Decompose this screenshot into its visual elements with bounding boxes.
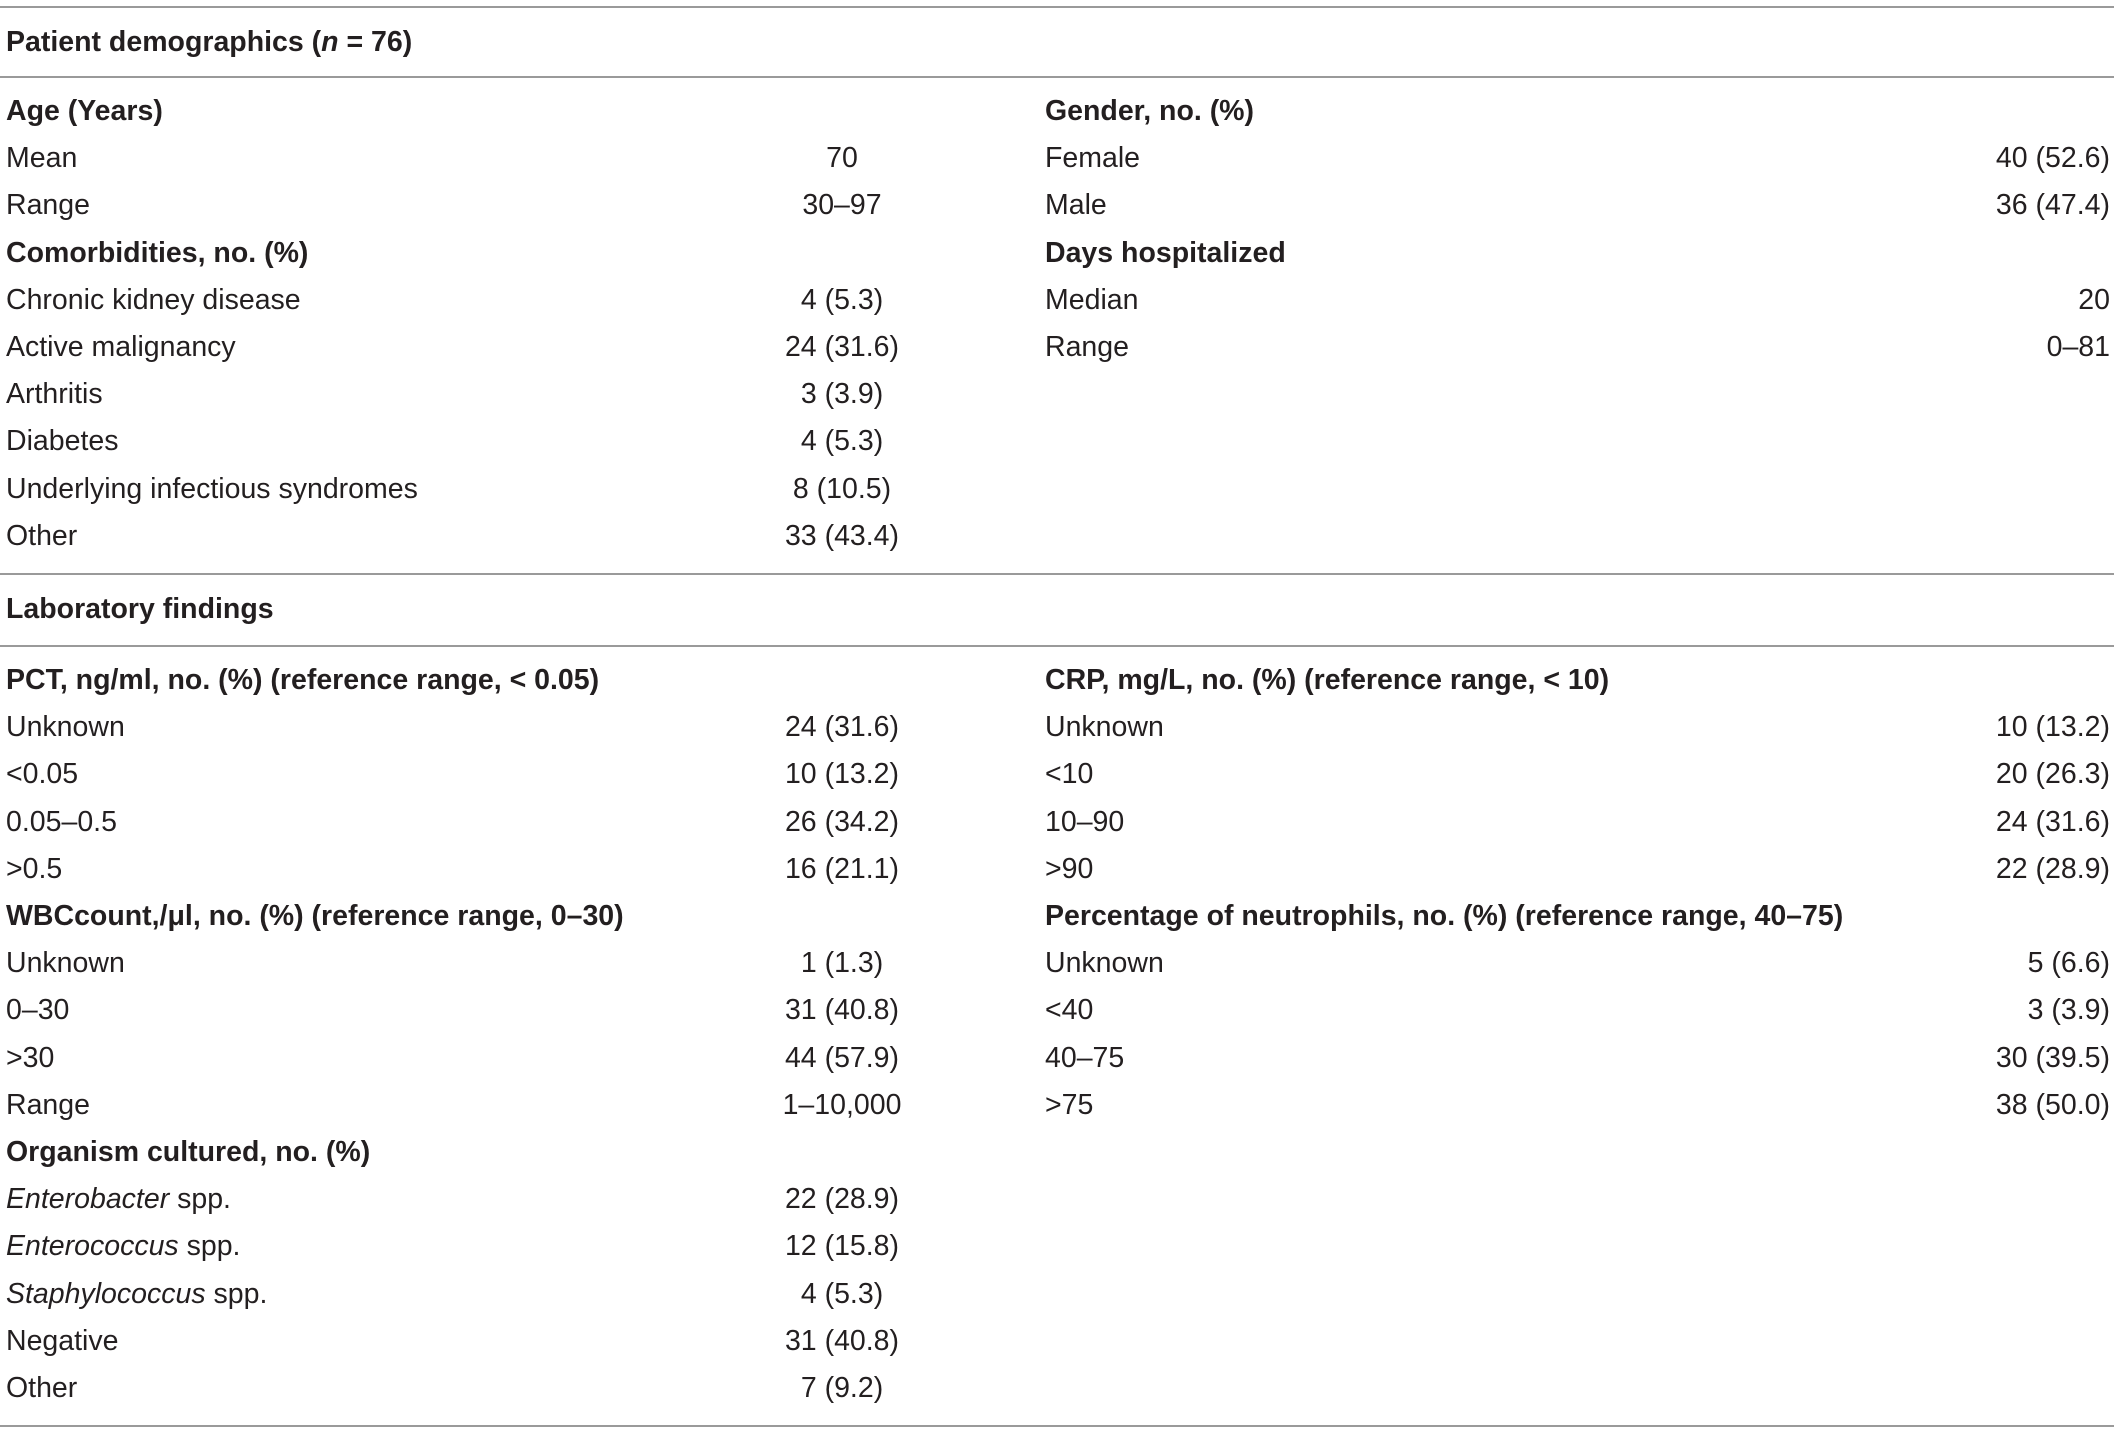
row-value: 10 (13.2) <box>784 758 900 791</box>
row-value: 33 (43.4) <box>784 519 900 552</box>
row-value: 1–10,000 <box>782 1088 902 1121</box>
row-label: Diabetes <box>6 425 119 458</box>
row-value: 12 (15.8) <box>784 1230 900 1263</box>
row-value: 22 (28.9) <box>1995 852 2110 885</box>
row-label: Unknown <box>1045 711 1164 744</box>
row-value: 20 (26.3) <box>1995 758 2110 791</box>
row-label: Female <box>1045 142 1141 175</box>
row-group-header: CRP, mg/L, no. (%) (reference range, < 10) <box>1045 664 1610 696</box>
row-label: Other <box>6 1372 78 1404</box>
section-divider-rule <box>0 573 2114 575</box>
row-group-header: Gender, no. (%) <box>1045 95 1255 127</box>
row-value: 10 (13.2) <box>1995 711 2110 744</box>
row-value: 16 (21.1) <box>784 852 900 885</box>
row-value: 36 (47.4) <box>1995 189 2110 222</box>
bottom-rule <box>0 1425 2114 1427</box>
title-suffix: = 76) <box>338 26 413 58</box>
title-n: n <box>321 26 339 58</box>
row-label: >30 <box>6 1041 55 1074</box>
top-rule <box>0 6 2114 8</box>
row-value: 24 (31.6) <box>784 331 900 363</box>
organism-suffix: spp. <box>205 1277 268 1310</box>
row-value: 44 (57.9) <box>784 1041 900 1074</box>
row-label: Range <box>6 1088 90 1121</box>
row-label: 0.05–0.5 <box>6 805 117 838</box>
row-label: 10–90 <box>1045 805 1125 838</box>
row-group-header: Percentage of neutrophils, no. (%) (reference range, 40–75) <box>1045 900 1844 932</box>
row-value: 70 <box>826 142 858 175</box>
row-label: Active malignancy <box>6 331 236 363</box>
row-value: 0–81 <box>2046 331 2110 363</box>
section-title-laboratory: Laboratory findings <box>6 593 274 625</box>
laboratory-header-rule <box>0 645 2114 647</box>
organism-genus: Enterobacter <box>6 1183 170 1216</box>
organism-label <box>6 1176 231 1223</box>
row-value: 30–97 <box>802 189 882 222</box>
row-label: Chronic kidney disease <box>6 283 301 316</box>
row-label: Negative <box>6 1324 119 1357</box>
row-label: Unknown <box>6 711 125 744</box>
row-label: Unknown <box>1045 947 1164 980</box>
row-value: 30 (39.5) <box>1995 1041 2110 1074</box>
row-label: Other <box>6 519 78 552</box>
row-label: 0–30 <box>6 994 70 1027</box>
row-value: 22 (28.9) <box>784 1183 900 1216</box>
row-label: Underlying infectious syndromes <box>6 472 418 505</box>
row-value: 3 (3.9) <box>2027 994 2110 1027</box>
row-value: 40 (52.6) <box>1995 142 2110 175</box>
row-value: 20 <box>2078 283 2110 316</box>
row-group-header: PCT, ng/ml, no. (%) (reference range, < 0.05) <box>6 664 600 696</box>
row-label: 40–75 <box>1045 1041 1125 1074</box>
row-label: >75 <box>1045 1088 1094 1121</box>
row-group-header: WBCcount,/μl, no. (%) (reference range, 0–30) <box>6 900 624 932</box>
title-prefix: Patient demographics ( <box>6 26 322 58</box>
row-label: Male <box>1045 189 1107 222</box>
organism-suffix: spp. <box>178 1230 241 1263</box>
row-value: 1 (1.3) <box>800 947 884 980</box>
row-label: >0.5 <box>6 852 63 885</box>
row-value: 4 (5.3) <box>800 283 884 316</box>
organism-genus: Enterococcus <box>6 1230 179 1263</box>
row-value: 3 (3.9) <box>800 378 884 411</box>
row-value: 26 (34.2) <box>784 805 900 838</box>
row-value: 24 (31.6) <box>784 711 900 744</box>
row-value: 8 (10.5) <box>792 472 892 505</box>
row-label: Range <box>1045 331 1129 363</box>
row-value: 5 (6.6) <box>2027 947 2110 980</box>
row-group-header: Days hospitalized <box>1045 236 1286 269</box>
organism-label <box>6 1223 240 1270</box>
organism-genus: Staphylococcus <box>6 1277 206 1310</box>
row-label: Unknown <box>6 947 125 980</box>
row-value: 7 (9.2) <box>800 1372 884 1404</box>
row-group-header: Organism cultured, no. (%) <box>6 1136 371 1168</box>
row-label: Median <box>1045 283 1139 316</box>
row-value: 4 (5.3) <box>800 1277 884 1310</box>
organism-suffix: spp. <box>169 1183 231 1216</box>
row-value: 31 (40.8) <box>784 994 900 1027</box>
row-label: Arthritis <box>6 378 103 411</box>
row-label: Range <box>6 189 90 222</box>
row-label: Mean <box>6 142 78 175</box>
demographics-header-rule <box>0 76 2114 78</box>
row-value: 4 (5.3) <box>800 425 884 458</box>
row-label: <40 <box>1045 994 1094 1027</box>
row-group-header: Age (Years) <box>6 95 163 127</box>
row-value: 38 (50.0) <box>1995 1088 2110 1121</box>
row-label: <10 <box>1045 758 1094 791</box>
row-value: 24 (31.6) <box>1995 805 2110 838</box>
row-label: >90 <box>1045 852 1094 885</box>
row-label: <0.05 <box>6 758 79 791</box>
organism-label <box>6 1271 267 1318</box>
section-title-demographics <box>6 19 412 66</box>
row-value: 31 (40.8) <box>784 1324 900 1357</box>
row-group-header: Comorbidities, no. (%) <box>6 236 309 269</box>
